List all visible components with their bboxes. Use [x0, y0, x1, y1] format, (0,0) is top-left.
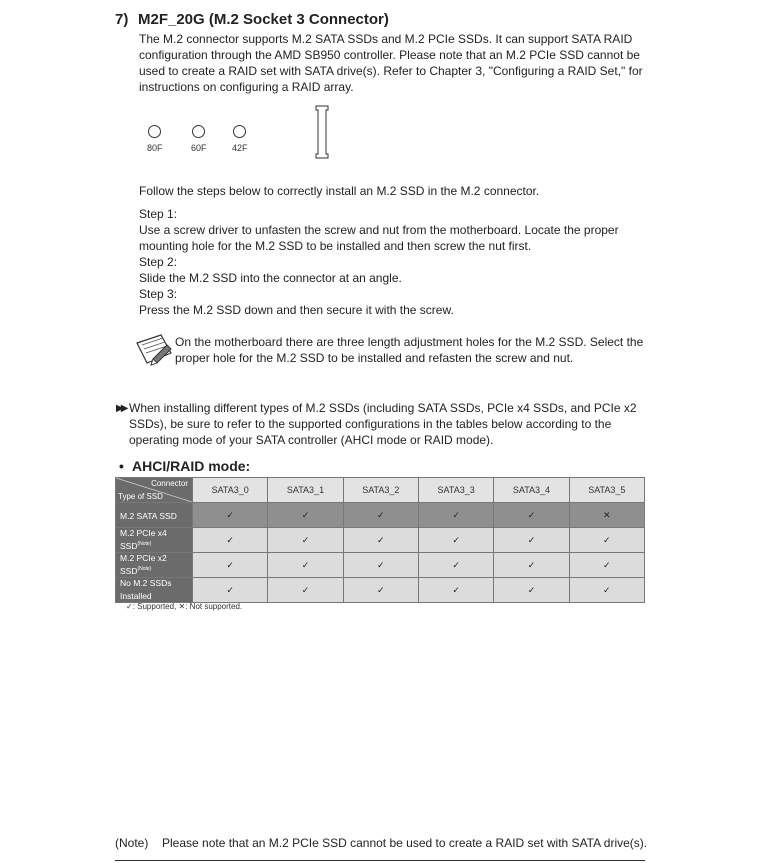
step-3-label: Step 3: [139, 287, 178, 301]
column-header: SATA3_4 [494, 478, 569, 503]
mounting-hole-80f-icon [148, 125, 161, 138]
table-cell: ✓ [268, 553, 343, 578]
ssd-config-table [115, 477, 645, 603]
table-cell: ✓ [569, 578, 644, 603]
table-cell: ✓ [268, 578, 343, 603]
column-header: SATA3_0 [193, 478, 268, 503]
step-1-label: Step 1: [139, 207, 178, 221]
m2-connector-icon [310, 104, 334, 160]
corner-bottom-label: Type of SSD [118, 492, 163, 501]
step-1-text: Use a screw driver to unfasten the screw and nut from the motherboard. Locate the proper mounting hole for the M.2 SSD to be installed and then screw the nut first. [139, 223, 619, 253]
table-cell: ✓ [268, 503, 343, 528]
table-row [116, 578, 645, 603]
footnote [115, 836, 647, 850]
row-header: No M.2 SSDs Installed [116, 578, 193, 603]
table-cell: ✓ [494, 578, 569, 603]
mode-bullet: • [119, 458, 124, 474]
types-note: When installing different types of M.2 SSDs (including SATA SSDs, PCIe x4 SSDs, and PCIe x2 SSDs), be sure to refer to the supported configurations in the tables below according to the operating mode of your SATA controller (AHCI mode or RAID mode). [129, 401, 637, 447]
section-title [115, 11, 389, 28]
hole-label-80f: 80F [147, 143, 163, 153]
table-legend: ✓: Supported, ✕: Not supported. [126, 602, 243, 611]
footnote-tag: (Note) [115, 836, 149, 850]
corner-top-label: Connector [151, 479, 188, 488]
table-cell: ✓ [193, 578, 268, 603]
table-cell: ✓ [418, 578, 493, 603]
table-cell: ✓ [193, 528, 268, 553]
step-2-text: Slide the M.2 SSD into the connector at an angle. [139, 271, 402, 285]
table-cell: ✕ [569, 503, 644, 528]
note-text: On the motherboard there are three length adjustment holes for the M.2 SSD. Select the proper hole for the M.2 SSD to be installed and refasten the screw and nut. [175, 335, 644, 365]
table-row [116, 528, 645, 553]
table-cell: ✓ [494, 553, 569, 578]
table-header-row [116, 478, 645, 503]
mounting-hole-42f-icon [233, 125, 246, 138]
table-cell: ✓ [569, 553, 644, 578]
step-3-text: Press the M.2 SSD down and then secure it with the screw. [139, 303, 454, 317]
column-header: SATA3_3 [418, 478, 493, 503]
table-cell: ✓ [418, 528, 493, 553]
table-cell: ✓ [193, 503, 268, 528]
column-header: SATA3_5 [569, 478, 644, 503]
install-lead: Follow the steps below to correctly install an M.2 SSD in the M.2 connector. [139, 184, 540, 198]
table-row [116, 553, 645, 578]
table-corner-cell [116, 478, 193, 503]
mounting-hole-60f-icon [192, 125, 205, 138]
table-cell: ✓ [494, 503, 569, 528]
hole-label-42f: 42F [232, 143, 248, 153]
row-header: M.2 SATA SSD [116, 503, 193, 528]
table-cell: ✓ [268, 528, 343, 553]
note-pencil-icon [133, 333, 175, 367]
mode-title: AHCI/RAID mode: [132, 458, 251, 474]
table-cell: ✓ [494, 528, 569, 553]
row-header: M.2 PCIe x4 $SSD^{(Note)}$ [116, 528, 193, 553]
table-cell: ✓ [193, 553, 268, 578]
footer-rule [115, 860, 645, 861]
column-header: SATA3_1 [268, 478, 343, 503]
section-number: 7) [115, 11, 129, 28]
column-header: SATA3_2 [343, 478, 418, 503]
table-cell: ✓ [418, 553, 493, 578]
table-row [116, 503, 645, 528]
footnote-text: Please note that an M.2 PCIe SSD cannot be used to create a RAID set with SATA drive(s). [162, 836, 648, 850]
section-title-text: M2F_20G (M.2 Socket 3 Connector) [138, 11, 389, 28]
table-cell: ✓ [343, 578, 418, 603]
row-header: M.2 PCIe x2 $SSD^{(Note)}$ [116, 553, 193, 578]
table-cell: ✓ [343, 553, 418, 578]
table-cell: ✓ [343, 503, 418, 528]
table-cell: ✓ [418, 503, 493, 528]
intro-paragraph: The M.2 connector supports M.2 SATA SSDs and M.2 PCIe SSDs. It can support SATA RAID configuration through the AMD SB950 controller. Please note that an M.2 PCIe SSD cannot be used to create a RAID set with SATA drive(s). Refer to Chapter 3, "Configuring a RAID Set," for instructions on configuring a RAID array. [139, 32, 643, 94]
install-steps [139, 206, 649, 318]
hole-label-60f: 60F [191, 143, 207, 153]
step-2-label: Step 2: [139, 255, 178, 269]
table-cell: ✓ [343, 528, 418, 553]
double-arrow-icon: ▶▶ [116, 403, 126, 414]
table-cell: ✓ [569, 528, 644, 553]
